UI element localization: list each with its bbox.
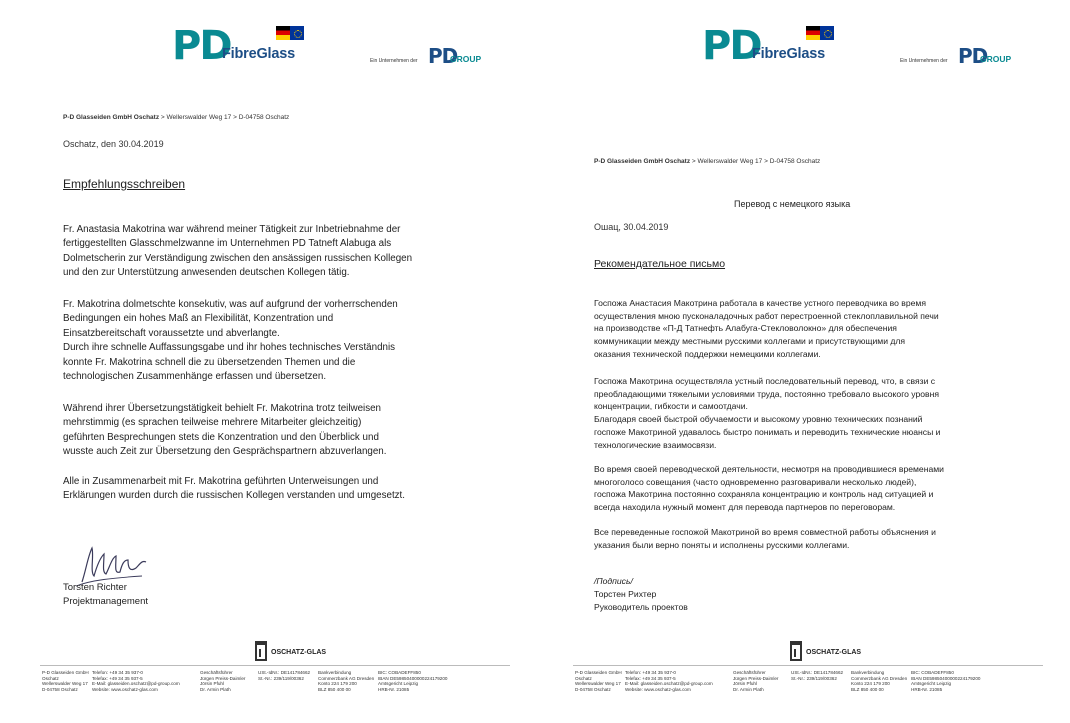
text-line: Все переведенные госпожой Макотриной во время совместной работы объяснения и bbox=[594, 527, 936, 537]
russian-translation-page bbox=[535, 0, 1070, 723]
group-pd-text: PD bbox=[958, 44, 988, 68]
oschatz-glas-logo-text: OSCHATZ-GLAS bbox=[806, 649, 862, 656]
footer-line: BIC: COBADEFF850 bbox=[378, 670, 421, 675]
footer-management bbox=[733, 670, 778, 692]
signer-title: Руководитель проектов bbox=[594, 602, 688, 612]
text-line: коммуникации между местными русскими коллегами и присутствующими для bbox=[594, 336, 906, 347]
letter-date: Ошац, 30.04.2019 bbox=[594, 222, 669, 232]
footer-line: E-Mail: glasseiden.oschatz@pd-group.com bbox=[92, 681, 180, 687]
footer-line: Dr. Armin Plath bbox=[733, 686, 764, 692]
text-line: Einsatzbereitschaft voraussetzte und abverlangte. bbox=[63, 327, 280, 339]
text-line: und den zur Unterstützung anwesenden deutschen Kollegen tätig. bbox=[63, 267, 350, 279]
text-line: Благодаря своей быстрой обучаемости и высокому уровню технических познаний bbox=[594, 414, 923, 425]
sender-street: > Wellerswalder Weg 17 > D-04758 Oschatz bbox=[690, 158, 821, 165]
sender-street: > Wellerswalder Weg 17 > D-04758 Oschatz bbox=[159, 114, 290, 121]
footer-line: BLZ 850 400 00 bbox=[851, 686, 884, 692]
oschatz-glas-logo bbox=[255, 641, 345, 665]
footer-line: Telefax: +49 34 35 937-5 bbox=[92, 675, 143, 681]
letter-paragraph-4 bbox=[594, 526, 936, 551]
text-line: technologischen Zusammenhänge erfassen und übersetzen. bbox=[63, 371, 327, 383]
sender-address-line bbox=[63, 114, 289, 121]
pd-fibreglass-logo bbox=[172, 23, 322, 69]
text-line: wusste auch Zeit zur Übersetzung den Gesprächspartnern abzuverlangen. bbox=[63, 446, 387, 458]
sender-company: P-D Glasseiden GmbH Oschatz bbox=[63, 114, 160, 121]
letter-paragraph-1 bbox=[63, 223, 412, 281]
footer-line: Wellerswalder Weg 17 bbox=[575, 681, 621, 687]
logo-pd-text: PD bbox=[172, 23, 231, 69]
group-caption: Ein Unternehmen der bbox=[370, 58, 418, 64]
text-line: Fr. Anastasia Makotrina war während meiner Tätigkeit zur Inbetriebnahme der bbox=[63, 224, 401, 235]
oschatz-glas-logo-text: OSCHATZ-GLAS bbox=[271, 649, 327, 656]
text-line: mehrstimmig (es sprachen teilweise mehrere Mitarbeiter gleichzeitig) bbox=[63, 417, 362, 429]
footer-line: Konto 224 179 200 bbox=[318, 681, 357, 687]
text-line: на производстве «П-Д Татнефть Алабуга-Стекловолокно» для обеспечения bbox=[594, 323, 897, 334]
footer-line: Geschäftsführer bbox=[733, 670, 766, 675]
footer-line: USt.-IdNr.: DE141784662 bbox=[791, 670, 844, 675]
text-line: оказания технической поддержки немецкими коллегами. bbox=[594, 348, 821, 359]
footer-line: HRB-Nr. 21085 bbox=[378, 686, 410, 692]
footer-line: Jörsin Pfuhl bbox=[733, 681, 758, 687]
footer-registry bbox=[911, 670, 980, 692]
text-line: Bedingungen ein hohes Maß an Flexibilität, Konzentration und bbox=[63, 313, 334, 325]
signer-name: Торстен Рихтер bbox=[594, 589, 657, 599]
footer-line: Konto 224 179 200 bbox=[851, 681, 890, 687]
footer-divider bbox=[573, 665, 1043, 666]
footer-line: Bankverbindung bbox=[851, 670, 885, 675]
pd-fibreglass-logo bbox=[702, 23, 852, 69]
letter-heading: Рекомендательное письмо bbox=[594, 258, 726, 270]
signature-note: /Подпись/ bbox=[594, 576, 633, 586]
group-word-text: GROUP bbox=[980, 54, 1012, 64]
footer-line: Telefon: +49 34 35 937-0 bbox=[625, 670, 676, 675]
footer-line: E-Mail: glasseiden.oschatz@pd-group.com bbox=[625, 681, 713, 687]
text-line: konnte Fr. Makotrina schnell die zu übersetzenden Themen und die bbox=[63, 356, 356, 368]
footer-tax bbox=[791, 670, 843, 681]
footer-company bbox=[42, 670, 89, 692]
footer-company bbox=[575, 670, 622, 692]
footer-line: Commerzbank AG Dresden bbox=[318, 675, 375, 681]
footer-line: P-D Glasseiden GmbH bbox=[575, 670, 622, 675]
pd-group-logo bbox=[900, 46, 1070, 68]
footer-line: USt.-IdNr.: DE141784662 bbox=[258, 670, 311, 675]
text-line: Госпожа Макотрина осуществляла устный последовательный перевод, что, в связи с bbox=[594, 376, 936, 386]
text-line: госпожа Макотрина постоянно сохраняла концентрацию и контроль над ситуацией и bbox=[594, 489, 934, 500]
text-line: технологические взаимосвязи. bbox=[594, 439, 717, 450]
text-line: Fr. Makotrina dolmetschte konsekutiv, was auf aufgrund der vorherrschenden bbox=[63, 299, 398, 310]
translation-note: Перевод с немецкого языка bbox=[734, 199, 851, 209]
text-line: Dolmetscherin zur Verständigung zwischen den ansässigen russischen Kollegen bbox=[63, 252, 413, 264]
footer-line: Website: www.oschatz-glas.com bbox=[92, 686, 158, 692]
text-line: концентрации, гибкости и самоотдачи. bbox=[594, 401, 748, 412]
footer-contact bbox=[92, 670, 180, 692]
text-line: Erklärungen wurden durch die russischen Kollegen verstanden und umgesetzt. bbox=[63, 490, 406, 502]
footer-line: Amtsgericht Leipzig bbox=[911, 681, 952, 687]
signer-name: Torsten Richter bbox=[63, 582, 127, 593]
signer-title: Projektmanagement bbox=[63, 596, 149, 607]
oschatz-glas-mark-icon bbox=[790, 641, 802, 661]
footer-line: BIC: COBADEFF850 bbox=[911, 670, 954, 675]
footer-line: Wellerswalder Weg 17 bbox=[42, 681, 88, 687]
footer-line: Geschäftsführer bbox=[200, 670, 233, 675]
letter-date: Oschatz, den 30.04.2019 bbox=[63, 139, 164, 149]
footer-line: Amtsgericht Leipzig bbox=[378, 681, 419, 687]
footer-line: D-04758 Oschatz bbox=[42, 686, 78, 692]
logo-fibreglass-text: FibreGlass bbox=[752, 46, 825, 62]
footer-line: Commerzbank AG Dresden bbox=[851, 675, 908, 681]
text-line: всегда находила нужный момент для перевода партнеров по переговорам. bbox=[594, 502, 896, 513]
logo-pd-text: PD bbox=[702, 23, 761, 69]
letter-heading: Empfehlungsschreiben bbox=[63, 177, 186, 191]
footer-tax bbox=[258, 670, 310, 681]
text-line: Госпожа Анастасия Макотрина работала в качестве устного переводчика во время bbox=[594, 298, 926, 308]
text-line: Während ihrer Übersetzungstätigkeit behielt Fr. Makotrina trotz teilweisen bbox=[63, 403, 381, 414]
letter-paragraph-4 bbox=[63, 475, 405, 504]
text-line: Durch ihre schnelle Auffassungsgabe und ihr hohes technisches Verständnis bbox=[63, 342, 396, 354]
group-pd-text: PD bbox=[428, 44, 458, 68]
footer-line: Dr. Armin Plath bbox=[200, 686, 231, 692]
footer-line: IBAN DE59850400000224179200 bbox=[378, 675, 448, 681]
text-line: Alle in Zusammenarbeit mit Fr. Makotrina geführten Unterweisungen und bbox=[63, 476, 379, 487]
footer-management bbox=[200, 670, 245, 692]
footer-line: St.-Nr.: 239/119/00362 bbox=[791, 675, 837, 681]
footer-divider bbox=[40, 665, 510, 666]
footer-line: D-04758 Oschatz bbox=[575, 686, 611, 692]
footer-line: Jörsin Pfuhl bbox=[200, 681, 225, 687]
logo-fibreglass-text: FibreGlass bbox=[222, 46, 295, 62]
letter-paragraph-3 bbox=[594, 463, 944, 514]
footer-line: BLZ 850 400 00 bbox=[318, 686, 351, 692]
footer-line: IBAN DE59850400000224179200 bbox=[911, 675, 981, 681]
footer-line: Website: www.oschatz-glas.com bbox=[625, 686, 691, 692]
footer-line: Jürgen Preiss-Daimler bbox=[733, 675, 779, 681]
de-eu-flag-icon bbox=[806, 26, 834, 40]
footer-registry bbox=[378, 670, 447, 692]
oschatz-glas-mark-icon bbox=[255, 641, 267, 661]
group-caption: Ein Unternehmen der bbox=[900, 58, 948, 64]
footer-bank bbox=[851, 670, 907, 692]
text-line: fertiggestellten Glasschmelzwanne im Unternehmen PD Tatneft Alabuga als bbox=[63, 238, 392, 250]
footer-line: Oschatz bbox=[42, 675, 59, 681]
letter-paragraph-3 bbox=[63, 402, 386, 460]
letter-paragraph-1 bbox=[594, 297, 939, 361]
footer-line: Oschatz bbox=[575, 675, 592, 681]
group-word-text: GROUP bbox=[450, 54, 482, 64]
footer-bank bbox=[318, 670, 374, 692]
text-line: указания были верно поняты и исполнены русскими коллегами. bbox=[594, 539, 850, 550]
text-line: преобладающими тяжелыми условиями труда, постоянно требовало высокого уровня bbox=[594, 388, 940, 399]
oschatz-glas-logo bbox=[790, 641, 880, 665]
pd-group-logo bbox=[370, 46, 535, 68]
footer-line: Bankverbindung bbox=[318, 670, 352, 675]
text-line: осуществления мною пусконаладочных работ перестроенной стеклоплавильной печи bbox=[594, 310, 939, 321]
letter-paragraph-2 bbox=[594, 375, 940, 451]
text-line: многоголосо совещания (часто одновременно разговаривали несколько людей), bbox=[594, 476, 917, 487]
text-line: geführten Besprechungen stets die Konzentration und den Überblick und bbox=[63, 431, 379, 443]
footer-line: Telefon: +49 34 35 937-0 bbox=[92, 670, 143, 675]
footer-line: P-D Glasseiden GmbH bbox=[42, 670, 89, 675]
footer-line: HRB-Nr. 21085 bbox=[911, 686, 943, 692]
footer-contact bbox=[625, 670, 713, 692]
letter-paragraph-2 bbox=[63, 298, 398, 384]
text-line: госпоже Макотриной удавалось быстро понимать и переводить технические нюансы и bbox=[594, 426, 941, 437]
de-eu-flag-icon bbox=[276, 26, 304, 40]
text-line: Во время своей переводческой деятельности, несмотря на проводившиеся временами bbox=[594, 464, 944, 474]
footer-line: St.-Nr.: 239/119/00362 bbox=[258, 675, 304, 681]
footer-line: Jürgen Preiss-Daimler bbox=[200, 675, 246, 681]
sender-company: P-D Glasseiden GmbH Oschatz bbox=[594, 158, 691, 165]
footer-line: Telefax: +49 34 35 937-5 bbox=[625, 675, 676, 681]
sender-address-line bbox=[594, 158, 820, 165]
